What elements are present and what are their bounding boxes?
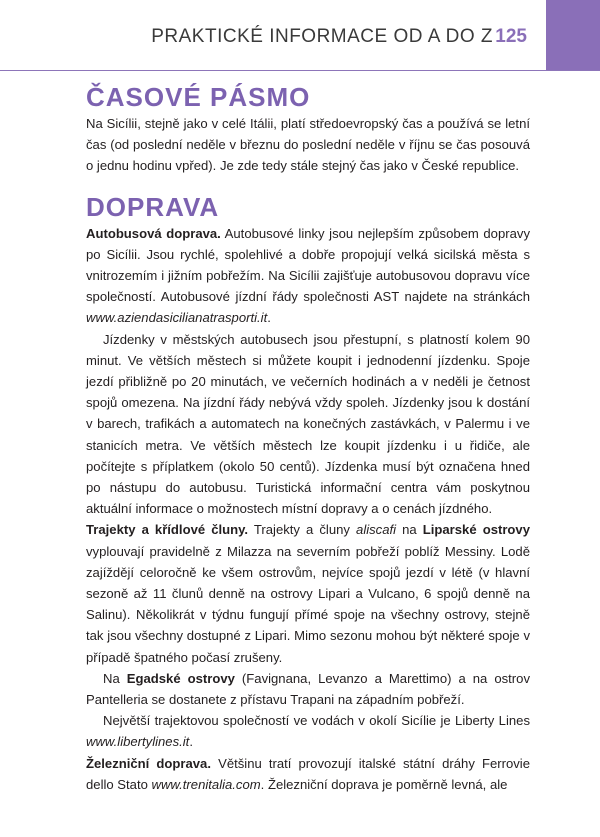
time-zone-paragraph: Na Sicílii, stejně jako v celé Itálii, platí středoevropský čas a používá se letní čas (od poslední neděle v březnu do poslední neděle v říjnu se čas posouvá o jednu hodinu vpřed). Je zde tedy stále stejný čas jako v České republice.: [86, 116, 530, 174]
liberty-text: Největší trajektovou společností ve vodách v okolí Sicílie je Liberty Lines: [103, 713, 530, 729]
ferries-text-3: vyplouvají pravidelně z Milazza na severním pobřeží poblíž Messiny. Lodě zajíždějí celoročně ke všem ostrovům, nejvíce spojů jezdí v létě (v hlavní sezoně až 11 člunů denně na ostrovy Lipari a Vulcano, 6 spojů denně na Salinu). Několikrát v týdnu fungují přímé spoje na všechny ostrovy, stejně tak jsou všechny dostupné z Lipari. Mimo sezonu mohou být některé spoje v případě špatného počasí zrušeny.: [86, 543, 530, 665]
egadi-text-1: Na: [103, 670, 127, 686]
page-body: [86, 82, 530, 795]
rail-text-1: Většinu tratí provozují italské státní dráhy Ferrovie dello Stato: [86, 755, 530, 792]
heading-time-zone: ČASOVÉ PÁSMO: [86, 82, 311, 112]
tickets-paragraph: Jízdenky v městských autobusech jsou přestupní, s platností kolem 90 minut. Ve větších městech si můžete koupit i jednodenní jízdenku. Spoje jezdí přibližně po 20 minutách, ve večerních hodinách a v neděli je četnost spojů omezena. Na jízdní řády nebývá vždy spoleh. Jízdenky jsou k dostání v barech, trafikách a automatech na konečných zastávkách, v Palermu i ve stanicích metra. Ve větších městech lze koupit jízdenku i u řidiče, ale počítejte s příplatkem (okolo 50 centů). Jízdenka musí být označena hned po nástupu do autobusu. Turistická informační centra vám poskytnou aktuální informace o možnostech místní dopravy a o cenách jízdného.: [86, 331, 530, 517]
running-header-title: PRAKTICKÉ INFORMACE OD A DO Z: [151, 26, 493, 47]
egadi-paragraph: [86, 668, 530, 710]
bus-paragraph: [86, 223, 530, 329]
ferries-text-1: Trajekty a čluny: [248, 522, 357, 538]
ferries-run-in-title: Trajekty a křídlové čluny.: [86, 522, 249, 538]
liberty-text-end: .: [189, 734, 193, 750]
rail-paragraph: [86, 753, 530, 795]
heading-transport: DOPRAVA: [86, 191, 220, 222]
page-header: [0, 0, 600, 71]
ferries-paragraph: [86, 519, 530, 667]
liberty-website-link[interactable]: www.libertylines.it: [86, 734, 190, 750]
bus-text: Autobusové linky jsou nejlepším způsobem dopravy po Sicílii. Jsou rychlé, spolehlivé a dobře propojují velká sicilská města s vnitrozemím i jižním pobřežím. Na Sicílii zajišťuje autobusovou dopravu více společností. Autobusové jízdní řády společnosti AST najdete na stránkách: [86, 225, 530, 305]
page-number: 125: [495, 26, 527, 47]
rail-run-in-title: Železniční doprava.: [86, 755, 211, 771]
ferries-lipari-islands: Liparské ostrovy: [422, 522, 530, 538]
corner-color-tab: [546, 0, 600, 70]
bus-text-end: .: [267, 310, 271, 326]
trenitalia-website-link[interactable]: www.trenitalia.com: [151, 776, 261, 792]
ferries-text-2: na: [396, 522, 423, 538]
bus-run-in-title: Autobusová doprava.: [86, 225, 221, 241]
ast-website-link[interactable]: www.aziendasicilianatrasporti.it: [86, 310, 268, 326]
egadi-text-2: (Favignana, Levanzo a Marettimo) a na ostrov Pantelleria se dostanete z přístavu Trapani na západním pobřeží.: [86, 670, 530, 708]
rail-text-2: . Železniční doprava je poměrně levná, ale: [260, 776, 508, 792]
egadi-islands: Egadské ostrovy: [126, 670, 235, 686]
ferries-aliscafi-term: aliscafi: [356, 522, 397, 538]
liberty-paragraph: [86, 710, 530, 752]
